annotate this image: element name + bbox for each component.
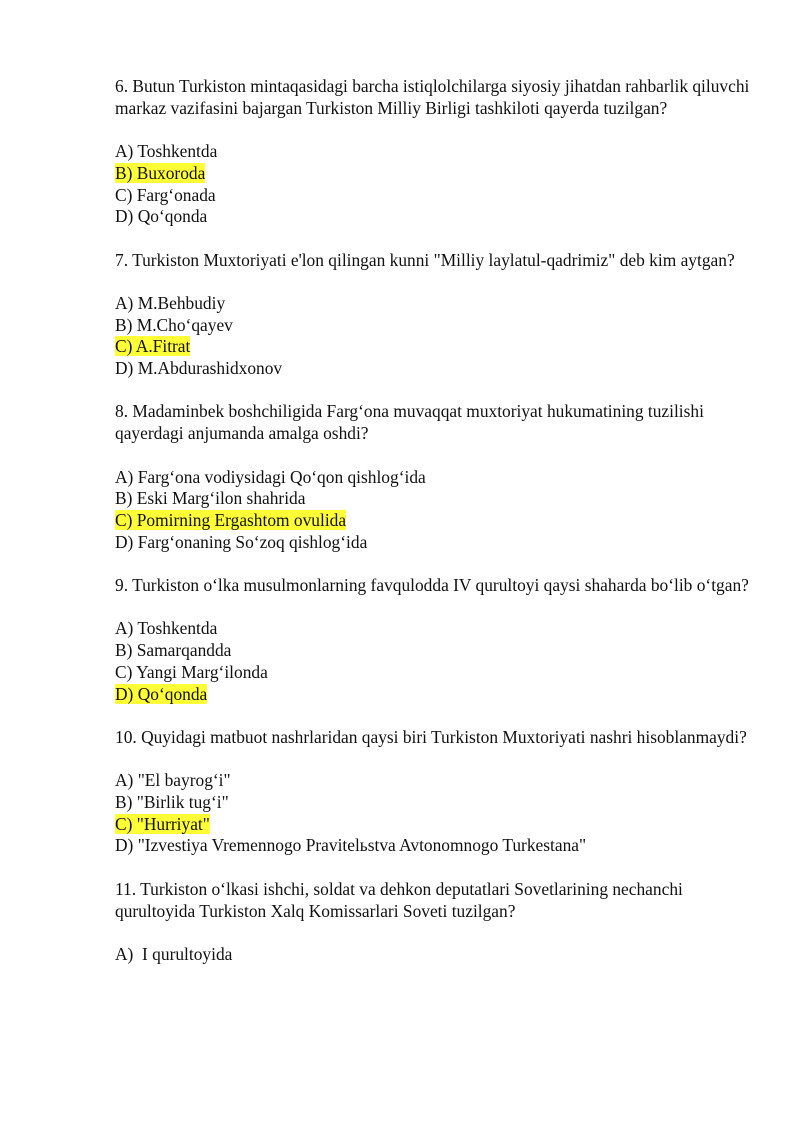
document-page xyxy=(115,76,755,987)
answer-option-c: C) Farg‘onada xyxy=(115,184,216,205)
answer-option-d: D) Farg‘onaning So‘zoq qishlog‘ida xyxy=(115,531,368,552)
question-text: 9. Turkiston o‘lka musulmonlarning favqulodda IV qurultoyi qaysi shaharda bo‘lib o‘tgan? xyxy=(115,575,749,596)
answer-option-a: A) "El bayrog‘i" xyxy=(115,770,231,791)
answer-option-b: B) "Birlik tug‘i" xyxy=(115,792,229,813)
question-text: 11. Turkiston o‘lkasi ishchi, soldat va dehkon deputatlari Sovetlarining nechanchi qurultoyida Turkiston Xalq Komissarlari Soveti tuzilgan? xyxy=(115,878,683,921)
answer-option-d: D) "Izvestiya Vremennogo Pravitelьstva Avtonomnogo Turkestana" xyxy=(115,835,587,856)
question-10 xyxy=(115,727,755,857)
answer-option-c-correct: C) Pomirning Ergashtom ovulida xyxy=(115,509,347,530)
answer-option-b: B) M.Cho‘qayev xyxy=(115,314,233,335)
answer-option-b: B) Eski Marg‘ilon shahrida xyxy=(115,488,306,509)
answer-option-a: A) Toshkentda xyxy=(115,618,218,639)
answer-option-b: B) Samarqandda xyxy=(115,640,232,661)
question-8 xyxy=(115,401,755,553)
answer-option-d: D) M.Abdurashidxonov xyxy=(115,358,283,379)
answer-option-c-correct: C) A.Fitrat xyxy=(115,336,191,357)
question-7 xyxy=(115,250,755,380)
answer-option-a: A) M.Behbudiy xyxy=(115,292,226,313)
question-9 xyxy=(115,575,755,705)
question-11 xyxy=(115,879,755,966)
question-text: 6. Butun Turkiston mintaqasidagi barcha istiqlolchilarga siyosiy jihatdan rahbarlik qiluvchi markaz vazifasini bajargan Turkiston Milliy Birligi tashkiloti qayerda tuzilgan? xyxy=(115,76,750,118)
answer-option-d: D) Qo‘qonda xyxy=(115,206,208,227)
answer-option-a: A) I qurultoyida xyxy=(115,943,233,964)
question-text: 8. Madaminbek boshchiligida Farg‘ona muvaqqat muxtoriyat hukumatining tuzilishi qayerdagi anjumanda amalga oshdi? xyxy=(115,401,704,444)
answer-option-b-correct: B) Buxoroda xyxy=(115,162,206,183)
question-text: 7. Turkiston Muxtoriyati e'lon qilingan kunni "Milliy laylatul-qadrimiz" deb kim aytgan? xyxy=(115,249,735,270)
question-6 xyxy=(115,76,755,228)
answer-option-a: A) Toshkentda xyxy=(115,141,218,162)
question-text: 10. Quyidagi matbuot nashrlaridan qaysi biri Turkiston Muxtoriyati nashri hisoblanmaydi? xyxy=(115,726,747,747)
answer-option-c-correct: C) "Hurriyat" xyxy=(115,813,210,834)
answer-option-d-correct: D) Qo‘qonda xyxy=(115,683,208,704)
answer-option-a: A) Farg‘ona vodiysidagi Qo‘qon qishlog‘ida xyxy=(115,466,426,487)
answer-option-c: C) Yangi Marg‘ilonda xyxy=(115,661,268,682)
